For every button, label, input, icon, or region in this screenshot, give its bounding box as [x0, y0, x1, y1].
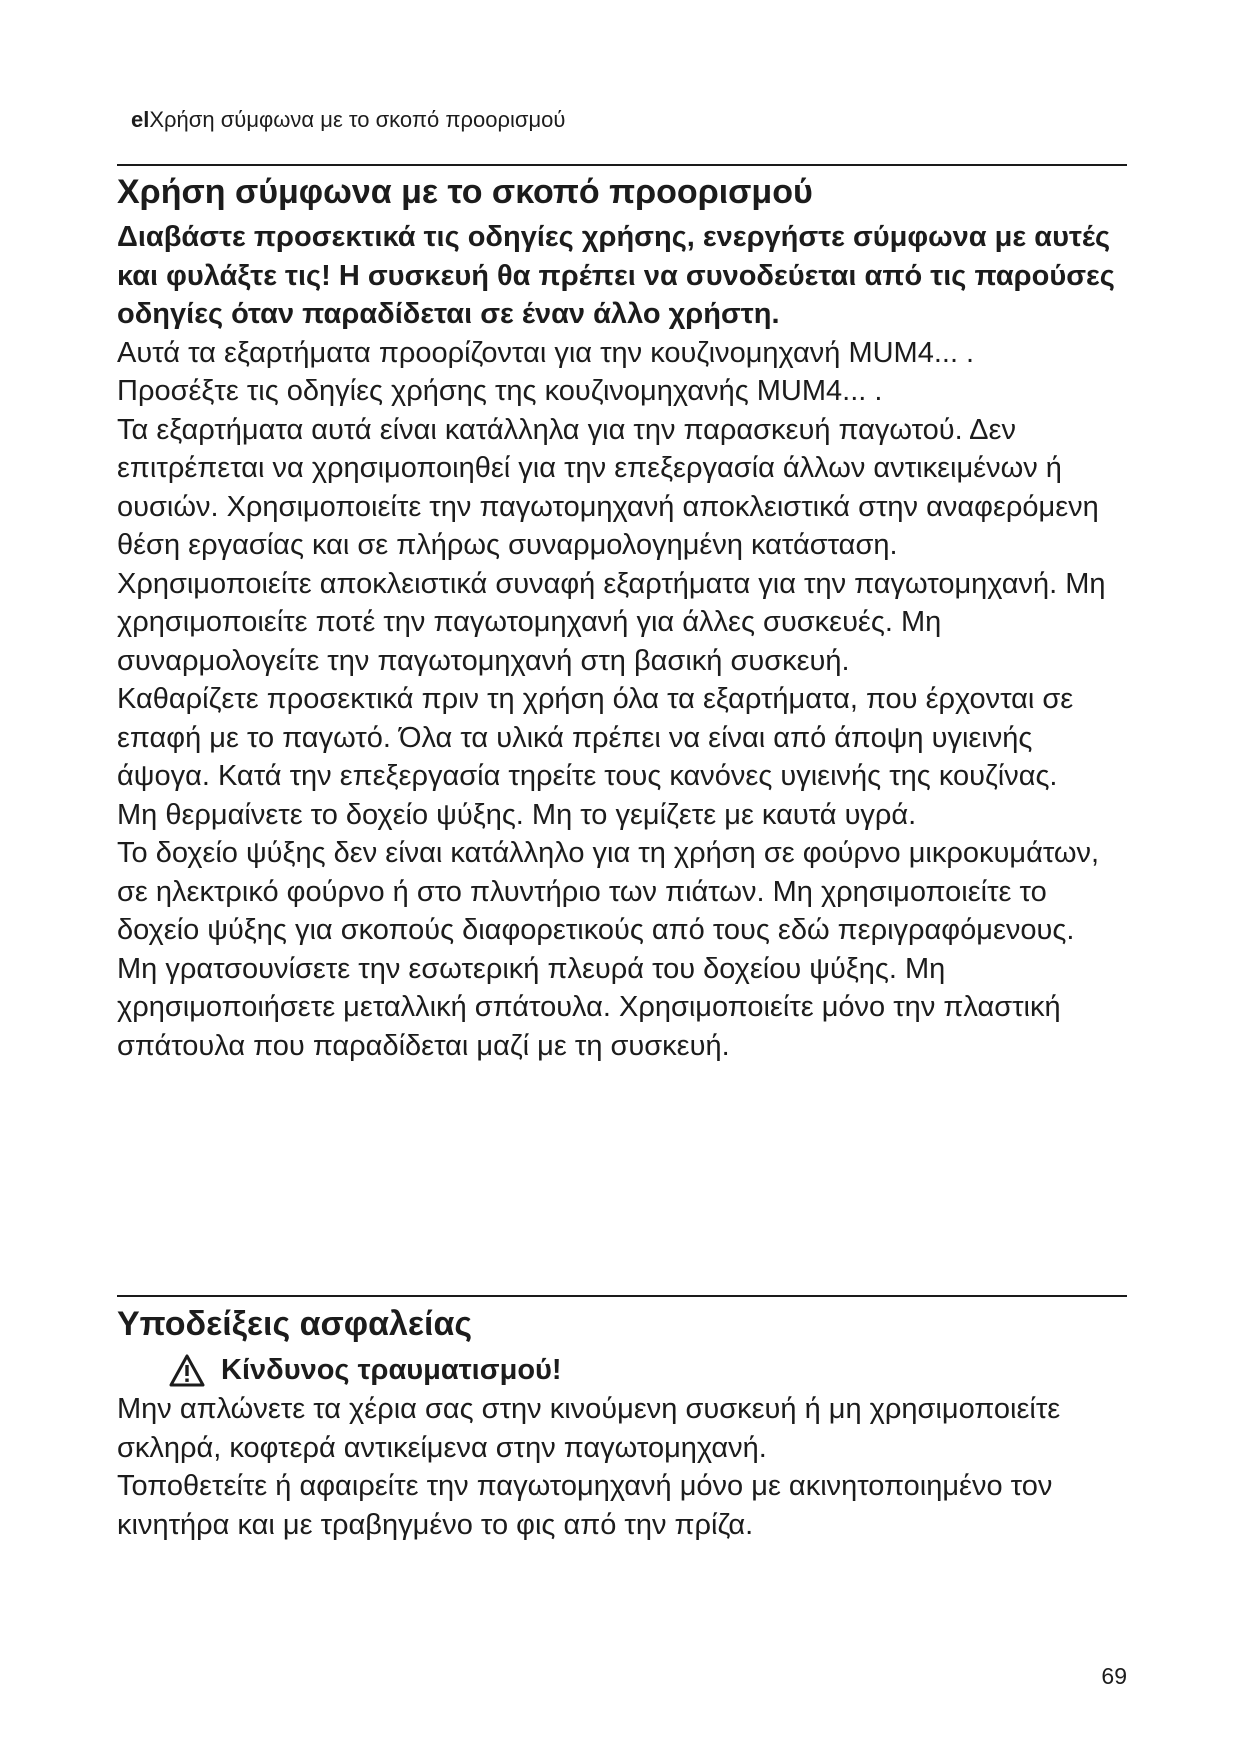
section-title: Χρήση σύμφωνα με το σκοπό προορισμού [117, 173, 813, 211]
paragraph: Προσέξτε τις οδηγίες χρήσης της κουζινομηχανής MUM4... . [117, 375, 883, 407]
paragraph: Μη γρατσουνίσετε την εσωτερική πλευρά του δοχείου ψύξης. Μη χρησιμοποιήσετε μεταλλική σπάτουλα. Χρησιμοποιείτε μόνο την πλαστική σπάτουλα που παραδίδεται μαζί με τη συσκευή. [117, 952, 1061, 1062]
manual-page [117, 0, 1127, 1754]
section-divider [117, 1295, 1127, 1297]
paragraph: Χρησιμοποιείτε αποκλειστικά συναφή εξαρτήματα για την παγωτομηχανή. Μη χρησιμοποιείτε ποτέ την παγωτομηχανή για άλλες συσκευές. Μη συναρμολογείτε την παγωτομηχανή στη βασική συσκευή. [117, 567, 1106, 677]
section-safety [117, 1302, 1127, 1544]
running-header [131, 107, 565, 133]
page-number: 69 [1101, 1663, 1127, 1689]
warning-notice [117, 1350, 1127, 1390]
paragraph: Μη θερμαίνετε το δοχείο ψύξης. Μη το γεμίζετε με καυτά υγρά. [117, 798, 917, 831]
section-divider [117, 164, 1127, 166]
paragraph: Καθαρίζετε προσεκτικά πριν τη χρήση όλα τα εξαρτήματα, που έρχονται σε επαφή με το παγωτό. Όλα τα υλικά πρέπει να είναι από άποψη υγιεινής άψογα. Κατά την επεξεργασία τηρείτε τους κανόνες υγιεινής της κουζίνας. [117, 683, 1074, 792]
paragraph: Μην απλώνετε τα χέρια σας στην κινούμενη συσκευή ή μη χρησιμοποιείτε σκληρά, κοφτερά αντικείμενα στην παγωτομηχανή. [117, 1393, 1061, 1464]
paragraph: Τα εξαρτήματα αυτά είναι κατάλληλα για την παρασκευή παγωτού. Δεν επιτρέπεται να χρησιμοποιηθεί για την επεξεργασία άλλων αντικειμένων ή ουσιών. Χρησιμοποιείτε την παγωτομηχανή αποκλειστικά στην αναφερόμενη θέση εργασίας και σε πλήρως συναρμολογημένη κατάσταση. [117, 413, 1099, 561]
section-intended-use [117, 170, 1127, 1065]
warning-label: Κίνδυνος τραυματισμού! [221, 1354, 562, 1386]
warning-triangle-icon [169, 1354, 205, 1387]
paragraph: Το δοχείο ψύξης δεν είναι κατάλληλο για τη χρήση σε φούρνο μικροκυμάτων, σε ηλεκτρικό φούρνο ή στο πλυντήριο των πιάτων. Μη χρησιμοποιείτε το δοχείο ψύξης για σκοπούς διαφορετικούς από τους εδώ περιγραφόμενους. [117, 837, 1100, 946]
paragraph: Τοποθετείτε ή αφαιρείτε την παγωτομηχανή μόνο με ακινητοποιημένο τον κινητήρα και με τραβηγμένο το φις από την πρίζα. [117, 1470, 1053, 1541]
section-title: Υποδείξεις ασφαλείας [117, 1305, 473, 1343]
language-code: el [131, 107, 150, 132]
lead-paragraph: Διαβάστε προσεκτικά τις οδηγίες χρήσης, ενεργήστε σύμφωνα με αυτές και φυλάξτε τις! Η συσκευή θα πρέπει να συνοδεύεται από τις παρούσες οδηγίες όταν παραδίδεται σε έναν άλλο χρήστη. [117, 221, 1115, 330]
running-title: Χρήση σύμφωνα με το σκοπό προορισμού [149, 107, 566, 132]
paragraph: Αυτά τα εξαρτήματα προορίζονται για την κουζινομηχανή MUM4... . [117, 336, 975, 369]
